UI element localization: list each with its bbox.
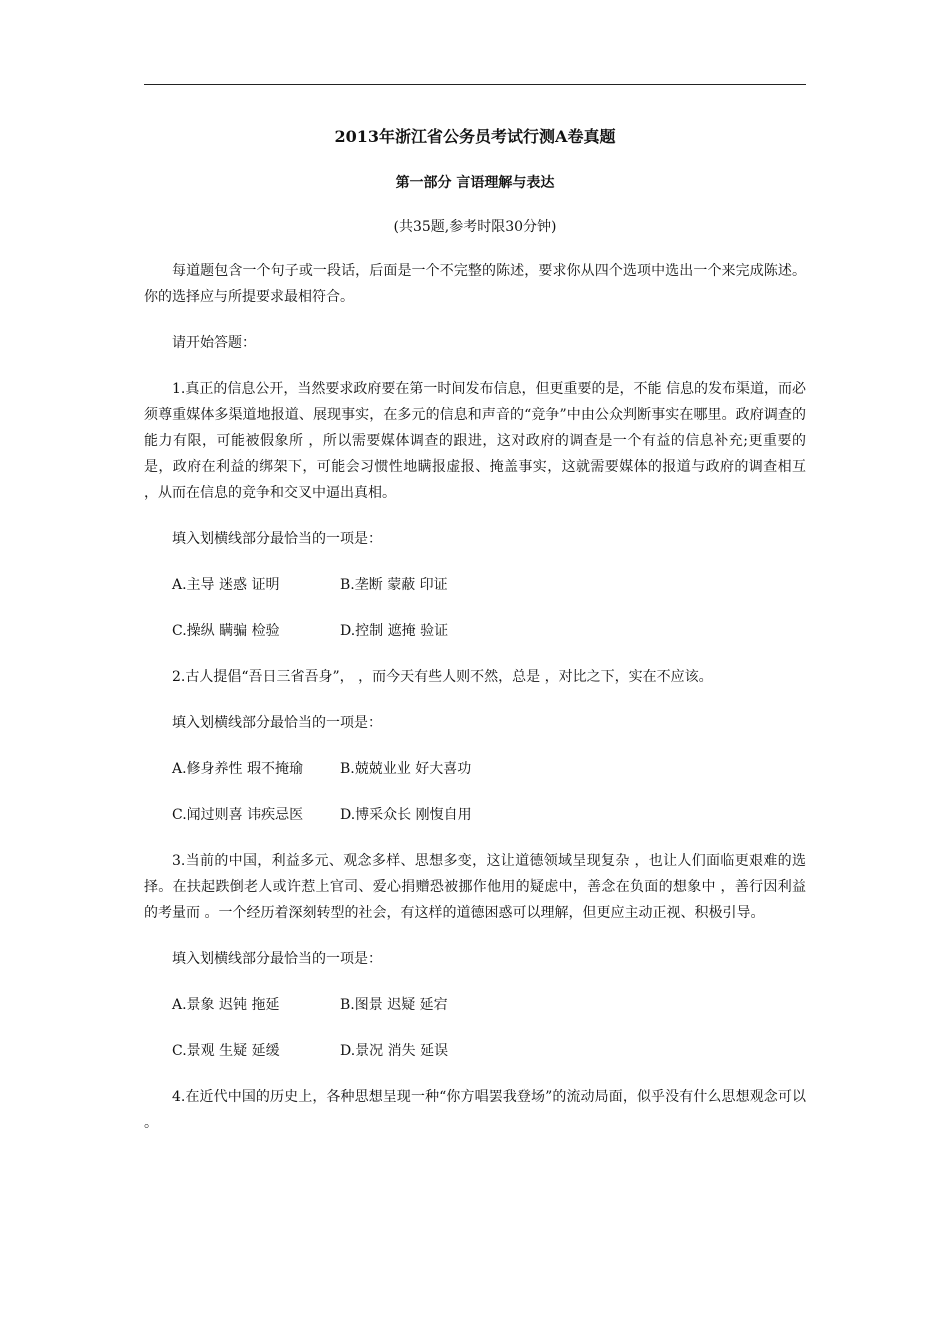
section-title: 第一部分 言语理解与表达 xyxy=(395,175,555,191)
question-2-option-d: D.博采众长 刚愎自用 xyxy=(340,807,472,823)
question-3-options-row-2 xyxy=(144,1038,806,1064)
question-1-option-d: D.控制 遮掩 验证 xyxy=(340,623,449,639)
question-3-options-row-1 xyxy=(144,992,806,1018)
question-1-option-c: C.操纵 瞒骗 检验 xyxy=(172,623,280,639)
question-2-option-a: A.修身养性 瑕不掩瑜 xyxy=(172,761,304,777)
question-1-option-a: A.主导 迷惑 证明 xyxy=(172,577,280,593)
instructions: 每道题包含一个句子或一段话，后面是一个不完整的陈述，要求你从四个选项中选出一个来完成陈述。你的选择应与所提要求最相符合。 xyxy=(144,263,806,305)
question-2-prompt: 填入划横线部分最恰当的一项是： xyxy=(172,715,382,731)
question-2-option-b: B.兢兢业业 好大喜功 xyxy=(340,761,472,777)
question-3-prompt: 填入划横线部分最恰当的一项是： xyxy=(172,951,382,967)
section-note: (共35题,参考时限30分钟) xyxy=(393,219,557,235)
question-1-options-row-2 xyxy=(144,618,806,644)
question-3-option-b: B.图景 迟疑 延宕 xyxy=(340,997,448,1013)
question-4-stem: 4.在近代中国的历史上，各种思想呈现一种“你方唱罢我登场”的流动局面，似乎没有什么思想观念可以 。 xyxy=(144,1089,806,1131)
question-1-stem: 1.真正的信息公开，当然要求政府要在第一时间发布信息，但更重要的是，不能 信息的发布渠道，而必须尊重媒体多渠道地报道、展现事实，在多元的信息和声音的“竞争”中由公众判断事实在哪里。政府调查的能力有限，可能被假象所 ，所以需要媒体调查的跟进，这对政府的调查是一个有益的信息补充;更重要的是，政府在利益的绑架下，可能会习惯性地瞒报虚报、掩盖事实，这就需要媒体的报道与政府的调查相互 ，从而在信息的竞争和交叉中逼出真相。 xyxy=(144,381,806,501)
question-3-option-c: C.景观 生疑 延缓 xyxy=(172,1043,280,1059)
header-rule xyxy=(144,84,806,85)
question-2-options-row-2 xyxy=(144,802,806,828)
question-2-options-row-1 xyxy=(144,756,806,782)
question-1-prompt: 填入划横线部分最恰当的一项是： xyxy=(172,531,382,547)
question-3-stem: 3.当前的中国，利益多元、观念多样、思想多变，这让道德领域呈现复杂 ，也让人们面临更艰难的选择。在扶起跌倒老人或许惹上官司、爱心捐赠恐被挪作他用的疑虑中，善念在负面的想象中 ，善行因利益的考量而 。一个经历着深刻转型的社会，有这样的道德困惑可以理解，但更应主动正视、积极引导。 xyxy=(144,853,806,921)
question-3-option-a: A.景象 迟钝 拖延 xyxy=(172,997,280,1013)
start-prompt: 请开始答题： xyxy=(172,335,256,351)
document-body xyxy=(144,122,806,1156)
question-1-option-b: B.垄断 蒙蔽 印证 xyxy=(340,577,448,593)
question-1-options-row-1 xyxy=(144,572,806,598)
document-title: 2013年浙江省公务员考试行测A卷真题 xyxy=(334,127,616,146)
question-2-option-c: C.闻过则喜 讳疾忌医 xyxy=(172,807,304,823)
question-3-option-d: D.景况 消失 延误 xyxy=(340,1043,449,1059)
question-2-stem: 2.古人提倡“吾日三省吾身”， ，而今天有些人则不然，总是 ，对比之下，实在不应该。 xyxy=(172,669,713,685)
